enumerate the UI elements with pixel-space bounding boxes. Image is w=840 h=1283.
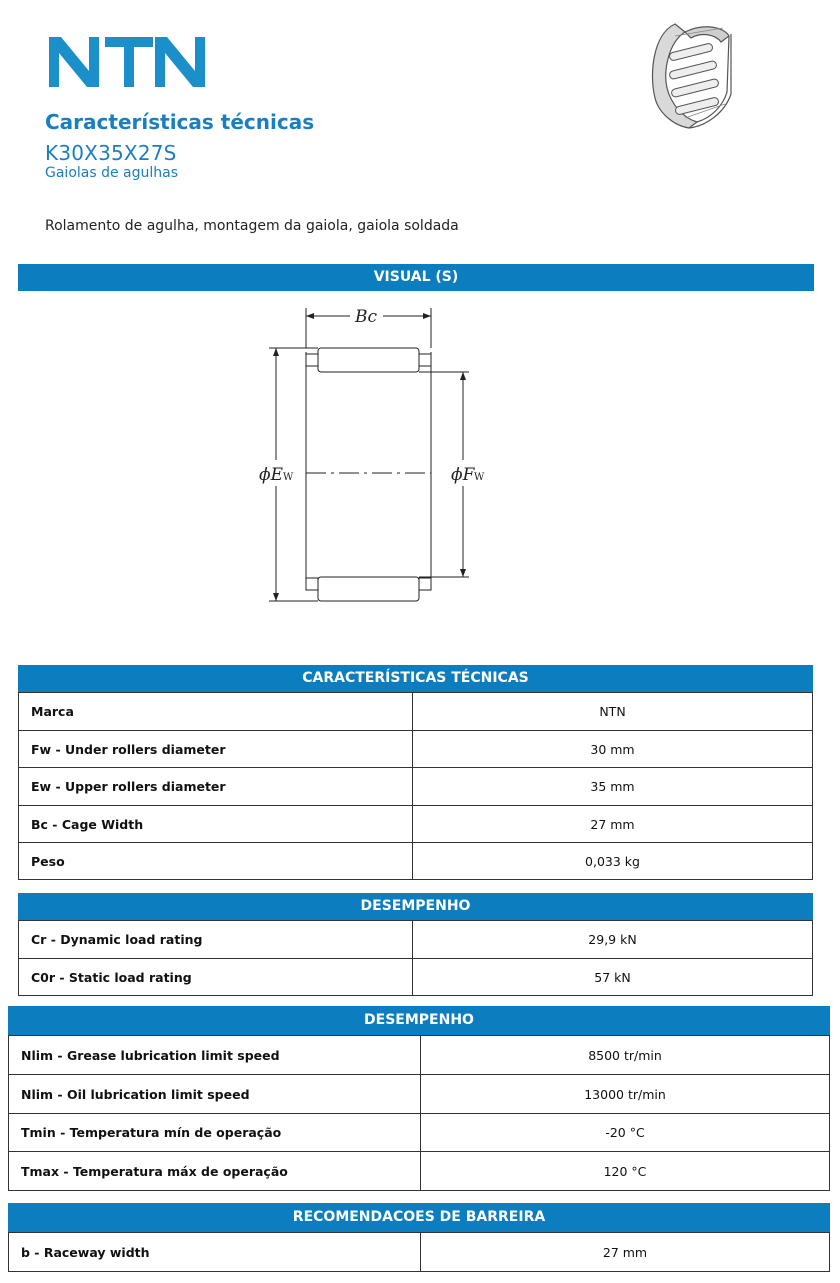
row-label: Nlim - Grease lubrication limit speed bbox=[9, 1036, 421, 1075]
row-value: 13000 tr/min bbox=[421, 1075, 830, 1114]
characteristics-section-header bbox=[18, 665, 813, 692]
characteristics-table bbox=[18, 692, 813, 880]
row-label: Nlim - Oil lubrication limit speed bbox=[9, 1075, 421, 1114]
row-value: 27 mm bbox=[413, 806, 813, 843]
bearing-dimension-drawing bbox=[255, 300, 515, 610]
table-row bbox=[9, 1114, 830, 1152]
row-value: -20 °C bbox=[421, 1114, 830, 1152]
fw-label-subscript: W bbox=[474, 472, 485, 483]
performance-section-header bbox=[18, 893, 813, 920]
row-value: 120 °C bbox=[421, 1152, 830, 1191]
row-label: b - Raceway width bbox=[9, 1233, 421, 1272]
row-label: C0r - Static load rating bbox=[19, 959, 413, 996]
visual-section-header bbox=[18, 264, 814, 291]
speed-temperature-table bbox=[8, 1035, 830, 1191]
table-row bbox=[19, 731, 813, 768]
row-label: Peso bbox=[19, 843, 413, 880]
product-description: Rolamento de agulha, montagem da gaiola, gaiola soldada bbox=[45, 218, 459, 234]
row-label: Tmin - Temperatura mín de operação bbox=[9, 1114, 421, 1152]
performance-section-title: DESEMPENHO bbox=[360, 898, 471, 914]
product-family: Gaiolas de agulhas bbox=[45, 165, 179, 181]
speed-temperature-section-title: DESEMPENHO bbox=[364, 1012, 474, 1028]
ew-label-subscript: W bbox=[283, 472, 294, 483]
raceway-section-header bbox=[8, 1203, 830, 1232]
table-row bbox=[19, 959, 813, 996]
table-row bbox=[19, 806, 813, 843]
row-label: Cr - Dynamic load rating bbox=[19, 921, 413, 959]
performance-table bbox=[18, 920, 813, 996]
row-value: 27 mm bbox=[421, 1233, 830, 1272]
visual-section-title: VISUAL (S) bbox=[373, 269, 459, 285]
row-value: 8500 tr/min bbox=[421, 1036, 830, 1075]
table-row bbox=[9, 1152, 830, 1191]
speed-temperature-section-header bbox=[8, 1006, 830, 1035]
row-label: Tmax - Temperatura máx de operação bbox=[9, 1152, 421, 1191]
row-value: 35 mm bbox=[413, 768, 813, 806]
row-value: NTN bbox=[413, 693, 813, 731]
ntn-logo bbox=[47, 33, 207, 89]
raceway-section-title: RECOMENDACOES DE BARREIRA bbox=[292, 1209, 546, 1225]
table-row bbox=[9, 1075, 830, 1114]
table-row bbox=[19, 693, 813, 731]
registered-mark: ® bbox=[197, 72, 206, 82]
ew-label: ϕE bbox=[259, 465, 283, 485]
row-label: Ew - Upper rollers diameter bbox=[19, 768, 413, 806]
table-row bbox=[19, 768, 813, 806]
row-value: 57 kN bbox=[413, 959, 813, 996]
needle-cage-photo bbox=[645, 14, 733, 134]
row-value: 0,033 kg bbox=[413, 843, 813, 880]
row-label: Fw - Under rollers diameter bbox=[19, 731, 413, 768]
table-row bbox=[9, 1233, 830, 1272]
fw-label: ϕF bbox=[451, 465, 475, 485]
product-code: K30X35X27S bbox=[45, 141, 177, 165]
page-title: Características técnicas bbox=[45, 110, 315, 134]
bc-label: Bc bbox=[355, 307, 378, 327]
table-row bbox=[19, 843, 813, 880]
row-label: Bc - Cage Width bbox=[19, 806, 413, 843]
characteristics-section-title: CARACTERÍSTICAS TÉCNICAS bbox=[302, 670, 529, 686]
row-label: Marca bbox=[19, 693, 413, 731]
raceway-table bbox=[8, 1232, 830, 1272]
row-value: 30 mm bbox=[413, 731, 813, 768]
table-row bbox=[9, 1036, 830, 1075]
row-value: 29,9 kN bbox=[413, 921, 813, 959]
table-row bbox=[19, 921, 813, 959]
